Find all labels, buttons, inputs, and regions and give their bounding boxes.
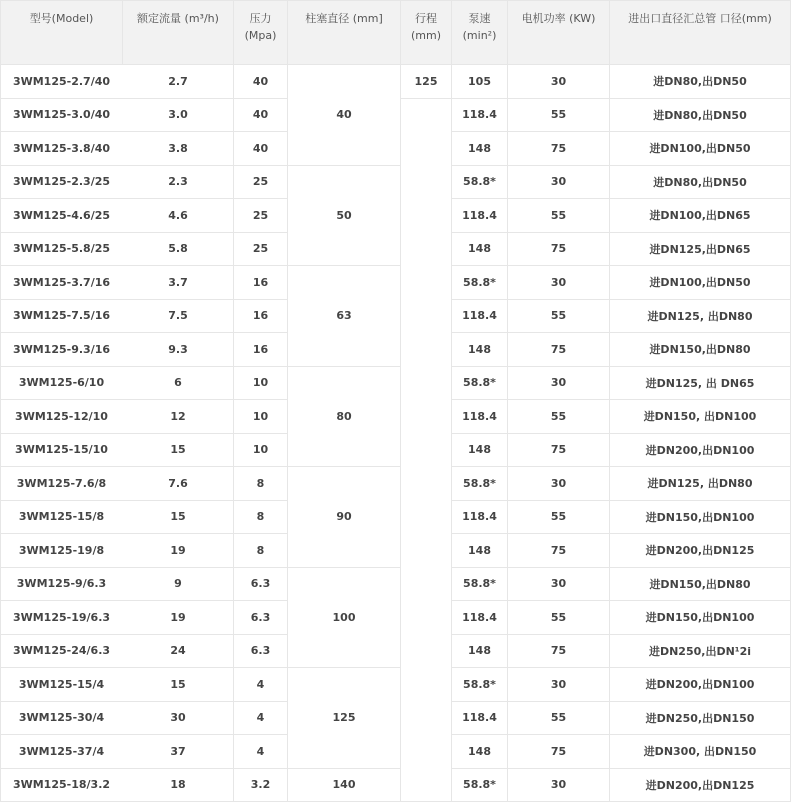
- model-cell: 3WM125-3.0/40: [1, 98, 123, 132]
- motor-power-cell: 75: [508, 433, 610, 467]
- header-model: 型号(Model): [1, 1, 123, 65]
- port-diameter-cell: 进DN150,出DN80: [610, 333, 791, 367]
- pump-speed-cell: 58.8*: [452, 768, 508, 802]
- plunger-diameter-cell: 80: [288, 366, 401, 467]
- pump-speed-cell: 118.4: [452, 98, 508, 132]
- pressure-cell: 10: [234, 400, 288, 434]
- pressure-cell: 6.3: [234, 634, 288, 668]
- plunger-diameter-cell: 63: [288, 266, 401, 367]
- table-body: [1, 65, 791, 802]
- port-diameter-cell: 进DN200,出DN125: [610, 768, 791, 802]
- motor-power-cell: 55: [508, 299, 610, 333]
- flow-cell: 30: [123, 701, 234, 735]
- port-diameter-cell: 进DN125, 出DN80: [610, 299, 791, 333]
- model-cell: 3WM125-3.8/40: [1, 132, 123, 166]
- pressure-cell: 25: [234, 232, 288, 266]
- flow-cell: 9.3: [123, 333, 234, 367]
- pump-speed-cell: 148: [452, 132, 508, 166]
- port-diameter-cell: 进DN125,出DN65: [610, 232, 791, 266]
- model-cell: 3WM125-7.5/16: [1, 299, 123, 333]
- table-row: [1, 65, 791, 99]
- pressure-cell: 8: [234, 534, 288, 568]
- pressure-cell: 40: [234, 98, 288, 132]
- flow-cell: 2.7: [123, 65, 234, 99]
- port-diameter-cell: 进DN80,出DN50: [610, 65, 791, 99]
- pump-speed-cell: 148: [452, 232, 508, 266]
- port-diameter-cell: 进DN250,出DN¹2i: [610, 634, 791, 668]
- pressure-cell: 6.3: [234, 567, 288, 601]
- motor-power-cell: 75: [508, 634, 610, 668]
- flow-cell: 24: [123, 634, 234, 668]
- port-diameter-cell: 进DN100,出DN50: [610, 132, 791, 166]
- pump-speed-cell: 58.8*: [452, 567, 508, 601]
- model-cell: 3WM125-2.7/40: [1, 65, 123, 99]
- model-cell: 3WM125-2.3/25: [1, 165, 123, 199]
- pump-speed-cell: 58.8*: [452, 266, 508, 300]
- flow-cell: 4.6: [123, 199, 234, 233]
- port-diameter-cell: 进DN150,出DN80: [610, 567, 791, 601]
- header-pressure: 压力 (Mpa): [234, 1, 288, 65]
- pressure-cell: 16: [234, 333, 288, 367]
- flow-cell: 15: [123, 500, 234, 534]
- pump-speed-cell: 148: [452, 433, 508, 467]
- plunger-diameter-cell: 90: [288, 467, 401, 568]
- motor-power-cell: 75: [508, 333, 610, 367]
- pump-speed-cell: 58.8*: [452, 668, 508, 702]
- motor-power-cell: 30: [508, 668, 610, 702]
- model-cell: 3WM125-15/8: [1, 500, 123, 534]
- pressure-cell: 4: [234, 735, 288, 769]
- header-pump-speed: 泵速 (min²): [452, 1, 508, 65]
- flow-cell: 9: [123, 567, 234, 601]
- pressure-cell: 10: [234, 366, 288, 400]
- motor-power-cell: 30: [508, 266, 610, 300]
- table-row: [1, 668, 791, 702]
- model-cell: 3WM125-37/4: [1, 735, 123, 769]
- motor-power-cell: 55: [508, 98, 610, 132]
- pressure-cell: 40: [234, 132, 288, 166]
- plunger-diameter-cell: 40: [288, 65, 401, 166]
- port-diameter-cell: 进DN125, 出DN80: [610, 467, 791, 501]
- pump-speed-cell: 148: [452, 634, 508, 668]
- flow-cell: 19: [123, 601, 234, 635]
- header-motor-power: 电机功率 (KW): [508, 1, 610, 65]
- flow-cell: 19: [123, 534, 234, 568]
- model-cell: 3WM125-24/6.3: [1, 634, 123, 668]
- motor-power-cell: 30: [508, 768, 610, 802]
- pressure-cell: 10: [234, 433, 288, 467]
- model-cell: 3WM125-6/10: [1, 366, 123, 400]
- model-cell: 3WM125-5.8/25: [1, 232, 123, 266]
- flow-cell: 3.0: [123, 98, 234, 132]
- stroke-cell-empty: [401, 98, 452, 802]
- table-row: [1, 266, 791, 300]
- port-diameter-cell: 进DN200,出DN100: [610, 433, 791, 467]
- motor-power-cell: 75: [508, 534, 610, 568]
- model-cell: 3WM125-9/6.3: [1, 567, 123, 601]
- pump-speed-cell: 148: [452, 333, 508, 367]
- header-flow: 额定流量 (m³/h): [123, 1, 234, 65]
- pressure-cell: 25: [234, 199, 288, 233]
- model-cell: 3WM125-12/10: [1, 400, 123, 434]
- model-cell: 3WM125-7.6/8: [1, 467, 123, 501]
- port-diameter-cell: 进DN200,出DN125: [610, 534, 791, 568]
- flow-cell: 7.6: [123, 467, 234, 501]
- plunger-diameter-cell: 125: [288, 668, 401, 769]
- port-diameter-cell: 进DN250,出DN150: [610, 701, 791, 735]
- pressure-cell: 8: [234, 467, 288, 501]
- pump-speed-cell: 58.8*: [452, 467, 508, 501]
- model-cell: 3WM125-4.6/25: [1, 199, 123, 233]
- pump-speed-cell: 148: [452, 735, 508, 769]
- motor-power-cell: 75: [508, 735, 610, 769]
- port-diameter-cell: 进DN150,出DN100: [610, 601, 791, 635]
- motor-power-cell: 55: [508, 701, 610, 735]
- motor-power-cell: 30: [508, 467, 610, 501]
- motor-power-cell: 30: [508, 366, 610, 400]
- motor-power-cell: 55: [508, 400, 610, 434]
- pump-speed-cell: 58.8*: [452, 165, 508, 199]
- pump-speed-cell: 118.4: [452, 601, 508, 635]
- flow-cell: 18: [123, 768, 234, 802]
- pump-speed-cell: 58.8*: [452, 366, 508, 400]
- motor-power-cell: 55: [508, 199, 610, 233]
- port-diameter-cell: 进DN200,出DN100: [610, 668, 791, 702]
- model-cell: 3WM125-15/10: [1, 433, 123, 467]
- port-diameter-cell: 进DN150, 出DN100: [610, 400, 791, 434]
- table-row: [1, 768, 791, 802]
- port-diameter-cell: 进DN100,出DN50: [610, 266, 791, 300]
- stroke-cell: 125: [401, 65, 452, 99]
- pressure-cell: 40: [234, 65, 288, 99]
- flow-cell: 15: [123, 433, 234, 467]
- pressure-cell: 6.3: [234, 601, 288, 635]
- flow-cell: 2.3: [123, 165, 234, 199]
- port-diameter-cell: 进DN150,出DN100: [610, 500, 791, 534]
- pressure-cell: 3.2: [234, 768, 288, 802]
- motor-power-cell: 75: [508, 232, 610, 266]
- flow-cell: 7.5: [123, 299, 234, 333]
- pressure-cell: 4: [234, 668, 288, 702]
- motor-power-cell: 75: [508, 132, 610, 166]
- flow-cell: 37: [123, 735, 234, 769]
- port-diameter-cell: 进DN80,出DN50: [610, 165, 791, 199]
- model-cell: 3WM125-19/8: [1, 534, 123, 568]
- pump-speed-cell: 118.4: [452, 400, 508, 434]
- header-stroke: 行程 (mm): [401, 1, 452, 65]
- table-row: [1, 165, 791, 199]
- port-diameter-cell: 进DN125, 出 DN65: [610, 366, 791, 400]
- plunger-diameter-cell: 100: [288, 567, 401, 668]
- motor-power-cell: 30: [508, 165, 610, 199]
- pressure-cell: 16: [234, 299, 288, 333]
- table-row: [1, 567, 791, 601]
- motor-power-cell: 55: [508, 500, 610, 534]
- pump-speed-cell: 105: [452, 65, 508, 99]
- model-cell: 3WM125-15/4: [1, 668, 123, 702]
- pump-speed-cell: 118.4: [452, 701, 508, 735]
- model-cell: 3WM125-30/4: [1, 701, 123, 735]
- plunger-diameter-cell: 50: [288, 165, 401, 266]
- pressure-cell: 25: [234, 165, 288, 199]
- pump-speed-cell: 148: [452, 534, 508, 568]
- flow-cell: 5.8: [123, 232, 234, 266]
- flow-cell: 3.7: [123, 266, 234, 300]
- model-cell: 3WM125-18/3.2: [1, 768, 123, 802]
- pressure-cell: 8: [234, 500, 288, 534]
- pump-speed-cell: 118.4: [452, 299, 508, 333]
- motor-power-cell: 30: [508, 567, 610, 601]
- motor-power-cell: 30: [508, 65, 610, 99]
- model-cell: 3WM125-9.3/16: [1, 333, 123, 367]
- pressure-cell: 16: [234, 266, 288, 300]
- pump-speed-cell: 118.4: [452, 199, 508, 233]
- table-row: [1, 366, 791, 400]
- port-diameter-cell: 进DN100,出DN65: [610, 199, 791, 233]
- flow-cell: 6: [123, 366, 234, 400]
- port-diameter-cell: 进DN80,出DN50: [610, 98, 791, 132]
- pump-speed-cell: 118.4: [452, 500, 508, 534]
- flow-cell: 15: [123, 668, 234, 702]
- plunger-diameter-cell: 140: [288, 768, 401, 802]
- table-header: [1, 1, 791, 65]
- header-plunger-diameter: 柱塞直径 (mm]: [288, 1, 401, 65]
- motor-power-cell: 55: [508, 601, 610, 635]
- model-cell: 3WM125-19/6.3: [1, 601, 123, 635]
- pressure-cell: 4: [234, 701, 288, 735]
- flow-cell: 3.8: [123, 132, 234, 166]
- port-diameter-cell: 进DN300, 出DN150: [610, 735, 791, 769]
- header-port-diameter: 进出口直径汇总管 口径(mm): [610, 1, 791, 65]
- model-cell: 3WM125-3.7/16: [1, 266, 123, 300]
- header-row: [1, 1, 791, 65]
- table-row: [1, 467, 791, 501]
- flow-cell: 12: [123, 400, 234, 434]
